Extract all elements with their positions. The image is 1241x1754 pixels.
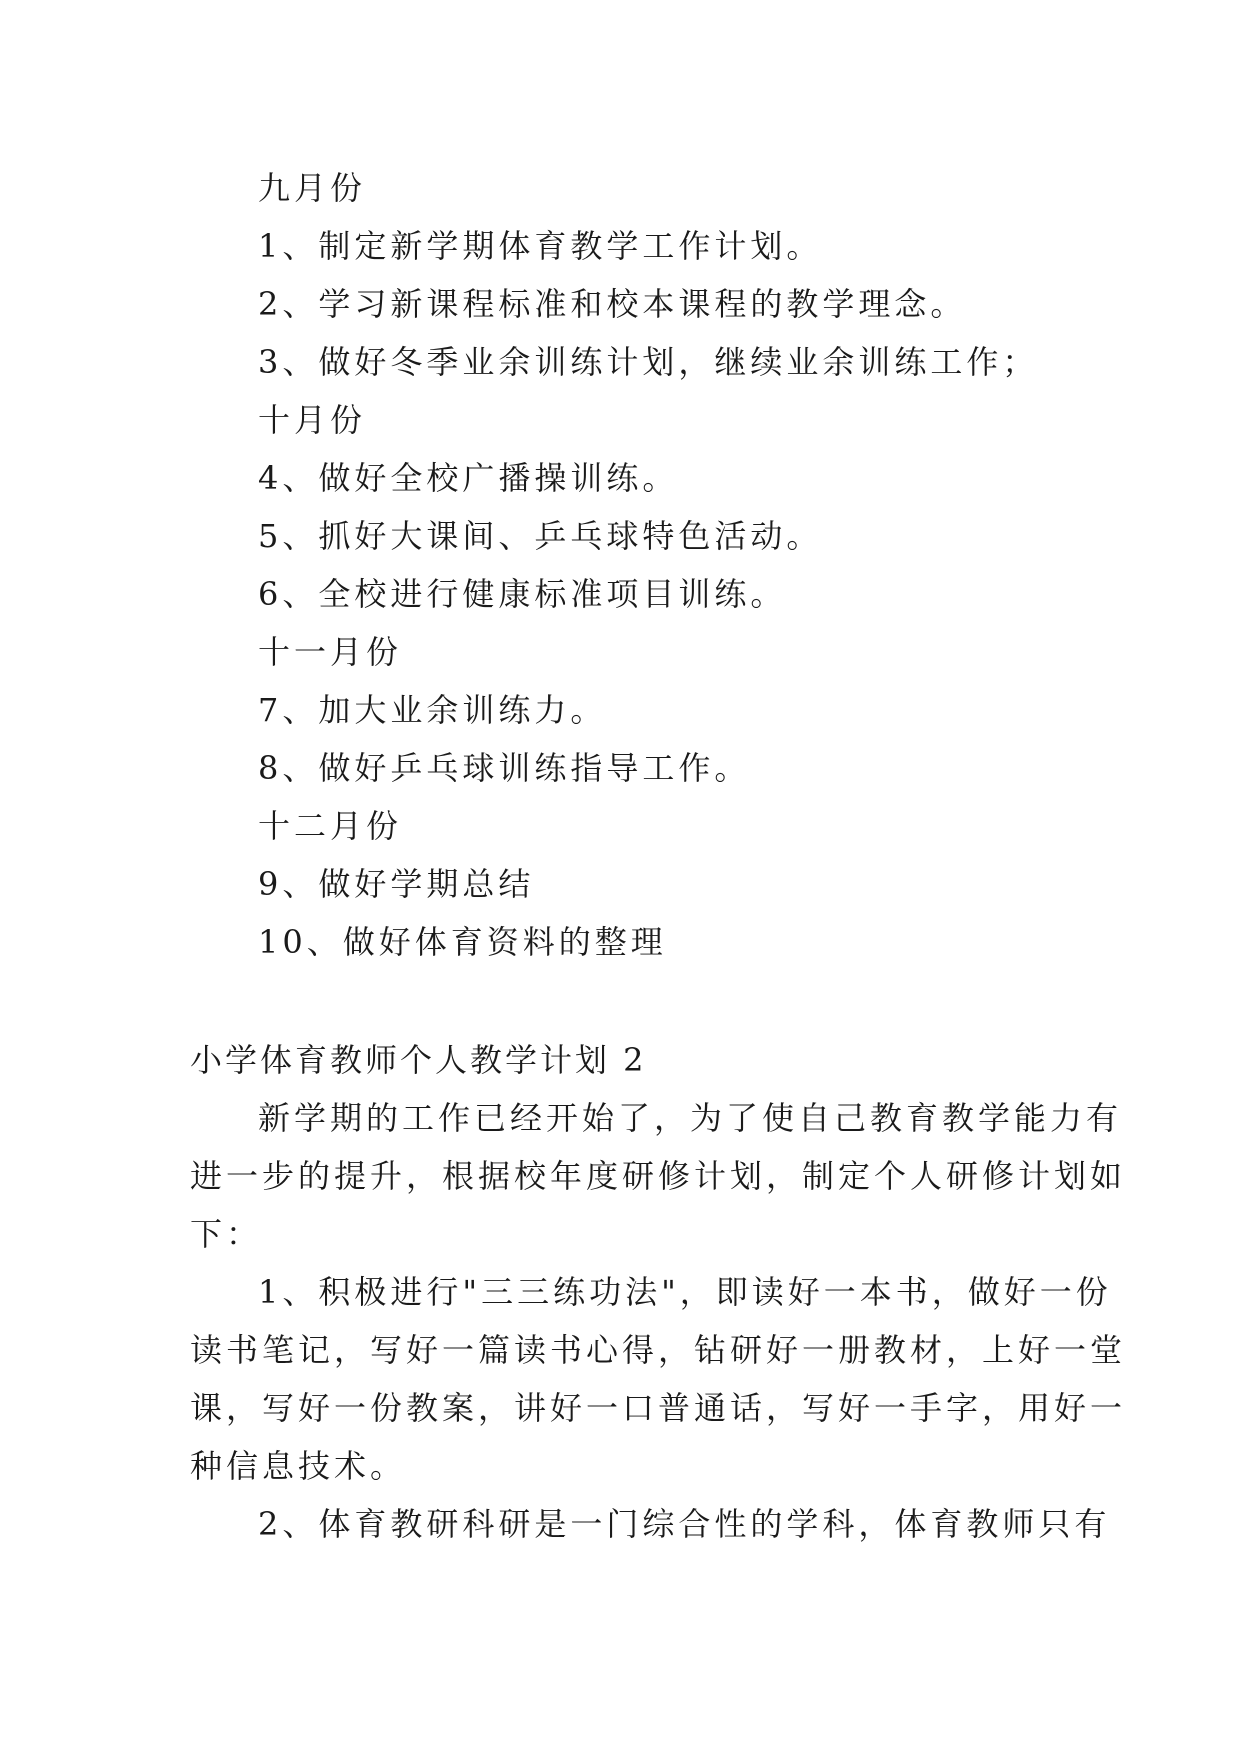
month-heading-october: 十月份 [258,401,367,439]
paragraph-2-line-1: 2、体育教研科研是一门综合性的学科，体育教师只有 [258,1505,1111,1543]
plan-item-2: 2、学习新课程标准和校本课程的教学理念。 [258,285,967,323]
intro-line-3: 下： [190,1215,263,1253]
month-heading-november: 十一月份 [258,633,403,671]
plan-item-4: 4、做好全校广播操训练。 [258,459,679,497]
section-title: 小学体育教师个人教学计划 2 [190,1041,647,1079]
paragraph-1-line-2: 读书笔记，写好一篇读书心得，钻研好一册教材，上好一堂 [190,1331,1127,1369]
intro-line-1: 新学期的工作已经开始了，为了使自己教育教学能力有 [258,1099,1123,1137]
paragraph-1-line-3: 课，写好一份教案，讲好一口普通话，写好一手字，用好一 [190,1389,1127,1427]
plan-item-9: 9、做好学期总结 [258,865,535,903]
plan-item-10: 10、做好体育资料的整理 [258,923,667,961]
plan-item-8: 8、做好乒乓球训练指导工作。 [258,749,751,787]
plan-item-5: 5、抓好大课间、乒乓球特色活动。 [258,517,823,555]
month-heading-september: 九月份 [258,169,367,207]
plan-item-7: 7、加大业余训练力。 [258,691,607,729]
intro-line-2: 进一步的提升，根据校年度研修计划，制定个人研修计划如 [190,1157,1127,1195]
plan-item-1: 1、制定新学期体育教学工作计划。 [258,227,823,265]
month-heading-december: 十二月份 [258,807,403,845]
paragraph-1-line-4: 种信息技术。 [190,1447,407,1485]
plan-item-6: 6、全校进行健康标准项目训练。 [258,575,787,613]
plan-item-3: 3、做好冬季业余训练计划，继续业余训练工作； [258,343,1039,381]
paragraph-1-line-1: 1、积极进行"三三练功法"，即读好一本书，做好一份 [258,1273,1112,1311]
